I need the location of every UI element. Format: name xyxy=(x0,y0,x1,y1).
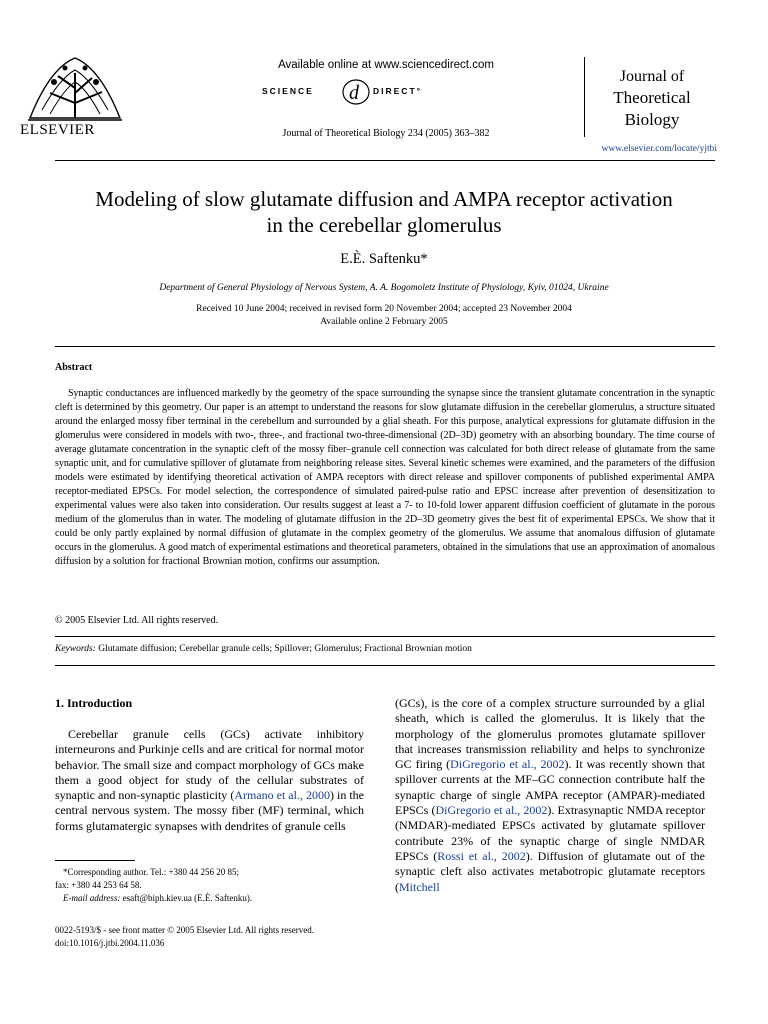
journal-name-line3: Biology xyxy=(624,110,680,129)
footnote-line-1: *Corresponding author. Tel.: +380 44 256 20 85; xyxy=(63,867,240,877)
journal-name-line2: Theoretical xyxy=(613,88,691,107)
email-address[interactable]: esaft@biph.kiev.ua (E.È. Saftenku). xyxy=(122,893,253,903)
left-column-text xyxy=(55,727,364,834)
keywords-line xyxy=(55,644,715,654)
abstract-body: Synaptic conductances are influenced markedly by the geometry of the space surrounding the synapse since the transient glutamate concentration in the synaptic cleft is determined by this geometry. Our paper is an attempt to understand the reasons for slow glutamate diffusion in the cerebellar glomerulus, a structure situated around the enlarged mossy fiber terminal in the cerebellum and surrounded by a glial sheath. For this purpose, analytical expressions for glutamate diffusion in the glomerulus were considered in models with two-, three-, and fractional two-three-dimensional (2D–3D) geometry with an absorbing boundary. The time course of average glutamate concentration in the synaptic cleft of the mossy fiber–granule cell connection was calculated for both direct release of glutamate from the same synaptic unit, and for cumulative spillover of glutamate from neighboring release sites. Several kinetic schemes were examined, and the parameters of the diffusion models were estimated by identifying theoretical activation of AMPA receptors with direct release and spillover components of published experimental AMPA receptor-mediated EPSCs. For model selection, the correspondence of simulated paired-pulse ratio and EPSC increase after prevention of desensitization to experimental values were also taken into consideration. Our results suggest at least a 7- to 10-fold lower apparent diffusion coefficient of glutamate in the porous medium of the glomerulus than in water. The modeling of glutamate diffusion in the 2D–3D geometry gives the best fit of experimental EPSCs. We show that it could be only partly explained by normal diffusion of glutamate in the complex geometry of the glomerulus. We assume that anomalous diffusion of glutamate occurs in the glomerulus. A good match of experimental estimations and theoretical parameters, obtained in the simulations that use an approximation of anomalous diffusion by a solution for fractional Brownian motion, confirms our assumption. xyxy=(55,388,715,567)
citation-link[interactable]: DiGregorio et al., 2002 xyxy=(450,757,565,772)
available-online-text: Available online at www.sciencedirect.com xyxy=(278,59,494,71)
right-column-text xyxy=(395,696,705,895)
doi[interactable]: doi:10.1016/j.jtbi.2004.11.036 xyxy=(55,938,165,948)
sciencedirect-d-icon xyxy=(341,78,371,106)
abstract-copyright: © 2005 Elsevier Ltd. All rights reserved. xyxy=(55,615,219,626)
abstract-heading: Abstract xyxy=(55,362,93,373)
text-run: (GCs), is the core of a complex structure surrounded by a glial sheath, which is called the glomerulus. It is likely that the morphology of the glomerulus promotes glutamate spillover that increases transmission reliability and helps to synchronize GC firing ( xyxy=(395,696,705,772)
citation-link[interactable]: DiGregorio et al., 2002 xyxy=(435,803,548,818)
header-divider xyxy=(55,160,715,161)
affiliation: Department of General Physiology of Nervous System, A. A. Bogomoletz Institute of Physiology, Kyiv, 01024, Ukraine xyxy=(159,283,609,293)
citation-link[interactable]: Mitchell xyxy=(399,879,440,894)
footnote-line-2: fax: +380 44 253 64 58. xyxy=(55,880,142,890)
publisher-name: ELSEVIER xyxy=(20,122,95,138)
keywords-bottom-divider xyxy=(55,665,715,666)
text-run: ) in the central nervous system. The mossy fiber (MF) terminal, which forms glutamatergic synapses with dendrites of granule cells xyxy=(55,788,364,833)
footer-line-1: 0022-5193/$ - see front matter © 2005 Elsevier Ltd. All rights reserved. xyxy=(55,925,315,935)
svg-text:d: d xyxy=(349,82,359,104)
keywords-label: Keywords: xyxy=(55,644,96,654)
front-matter-footer xyxy=(55,924,385,950)
corresponding-author-footnote xyxy=(55,866,365,905)
author-name: E.È. Saftenku* xyxy=(340,251,428,267)
sciencedirect-logo-left: SCIENCE xyxy=(262,86,314,96)
citation-link[interactable]: Rossi et al., 2002 xyxy=(437,848,526,863)
received-line-1: Received 10 June 2004; received in revised form 20 November 2004; accepted 23 November 2004 xyxy=(196,304,572,314)
footnote-email-line xyxy=(55,892,365,905)
received-dates xyxy=(40,303,728,329)
text-run: ). Extrasynaptic NMDA receptor (NMDAR)-mediated EPSCs activated by glutamate spillover contribute 23% of the synaptic charge of single NMDAR EPSCs ( xyxy=(395,803,705,863)
citation-link[interactable]: Armano et al., 2000 xyxy=(234,788,330,803)
keywords-list: Glutamate diffusion; Cerebellar granule cells; Spillover; Glomerulus; Fractional Brownian motion xyxy=(98,644,472,654)
abstract-top-divider xyxy=(55,346,715,347)
sciencedirect-logo-right: DIRECT° xyxy=(373,86,423,96)
journal-reference: Journal of Theoretical Biology 234 (2005) 363–382 xyxy=(282,128,490,139)
text-run: Cerebellar granule cells (GCs) activate inhibitory interneurons and Purkinje cells and are critical for normal motor behavior. The small size and compact morphology of GCs make them a good object for study of the cellular substrates of synaptic and non-synaptic plasticity ( xyxy=(55,727,364,803)
text-run: ). Diffusion of glutamate out of the synaptic cleft also activates metabotropic glutamate receptors ( xyxy=(395,848,706,894)
section-heading-introduction: 1. Introduction xyxy=(55,696,133,710)
article-title xyxy=(40,186,728,238)
text-run: ). It was recently shown that spillover currents at the MF–GC connection contribute half the synaptic charge of single AMPA receptor (AMPAR)-mediated EPSCs ( xyxy=(395,757,705,818)
footnote-divider xyxy=(55,860,135,861)
keywords-top-divider xyxy=(55,636,715,637)
journal-url-link[interactable]: www.elsevier.com/locate/yjtbi xyxy=(601,144,717,154)
received-line-2: Available online 2 February 2005 xyxy=(320,317,448,327)
title-line-1: Modeling of slow glutamate diffusion and AMPA receptor activation xyxy=(95,187,673,211)
email-label: E-mail address: xyxy=(63,893,121,903)
title-line-2: in the cerebellar glomerulus xyxy=(266,213,502,237)
journal-name-line1: Journal of xyxy=(619,68,685,85)
